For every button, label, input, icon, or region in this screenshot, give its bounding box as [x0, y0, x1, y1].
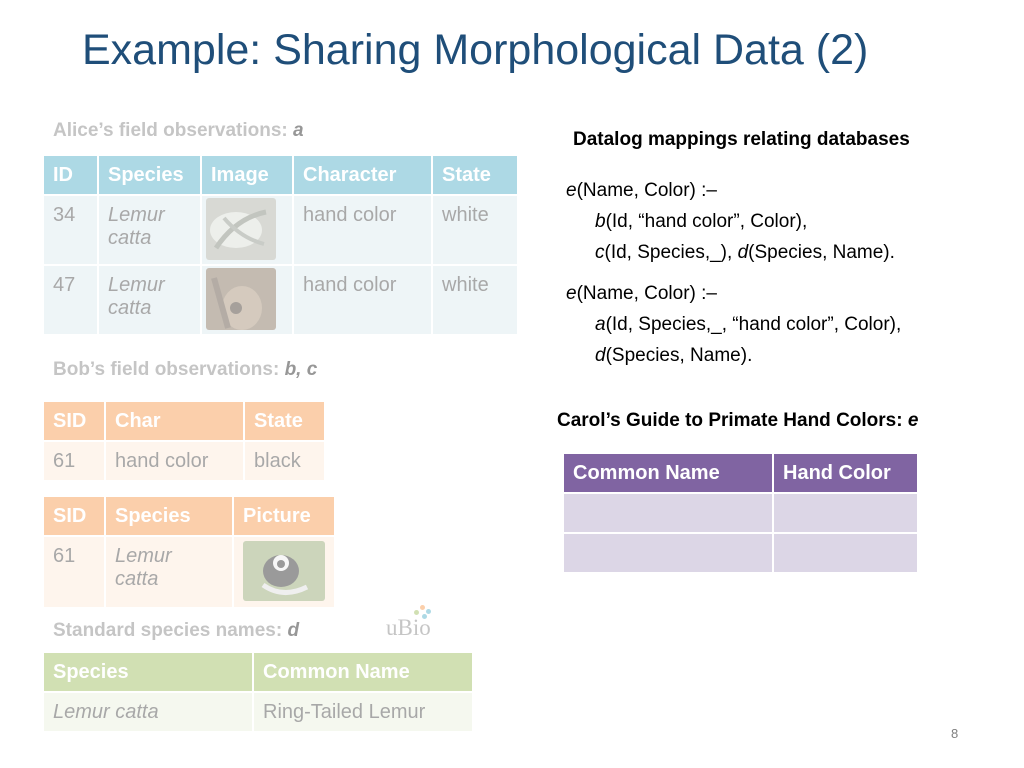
cell-image: [201, 265, 293, 335]
col-species: Species: [43, 652, 253, 692]
col-sid: SID: [43, 401, 105, 441]
bob-table-b: [42, 400, 326, 482]
rule1-head: e(Name, Color) :–: [566, 180, 717, 201]
table-row: [43, 265, 518, 335]
datalog-rule-1: [566, 175, 895, 268]
table-row: [43, 195, 518, 265]
bob-label-text: Bob’s field observations:: [53, 359, 280, 380]
col-species: Species: [98, 155, 201, 195]
table-header-row: [43, 496, 335, 536]
alice-label-text: Alice’s field observations:: [53, 120, 288, 141]
cell-state: black: [244, 441, 325, 481]
cell-species: Lemur catta: [98, 265, 201, 335]
carol-label: [557, 410, 918, 432]
col-state: State: [432, 155, 518, 195]
ubio-logo: [386, 605, 446, 641]
rule2-body-2: d(Species, Name).: [595, 345, 753, 366]
col-picture: Picture: [233, 496, 335, 536]
slide-title: Example: Sharing Morphological Data (2): [82, 26, 869, 74]
cell-sid: 61: [43, 441, 105, 481]
alice-label: [53, 120, 304, 142]
bob-table-c: [42, 495, 336, 609]
table-row: [43, 536, 335, 608]
alice-table: [42, 154, 519, 336]
table-row: [563, 493, 918, 533]
cell-sid: 61: [43, 536, 105, 608]
ubio-logo-text: uBio: [386, 615, 431, 640]
col-character: Character: [293, 155, 432, 195]
bob-label: [53, 359, 317, 381]
lemur-photo-image: [206, 268, 276, 330]
cell-common-name: Ring-Tailed Lemur: [253, 692, 473, 732]
standard-table: [42, 651, 474, 733]
empty-cell: [563, 493, 773, 533]
table-row: [43, 441, 325, 481]
table-header-row: [563, 453, 918, 493]
rule1-body-1: b(Id, “hand color”, Color),: [595, 211, 808, 232]
rule2-body-1: a(Id, Species,_, “hand color”, Color),: [595, 314, 902, 335]
lemur-hand-image: [206, 198, 276, 260]
standard-label: [53, 620, 299, 642]
page-number: 8: [951, 726, 959, 741]
empty-cell: [563, 533, 773, 573]
empty-cell: [773, 533, 918, 573]
cell-species: Lemur catta: [98, 195, 201, 265]
cell-char: hand color: [105, 441, 244, 481]
col-id: ID: [43, 155, 98, 195]
cell-state: white: [432, 265, 518, 335]
cell-species: Lemur catta: [105, 536, 233, 608]
cell-state: white: [432, 195, 518, 265]
bob-vars: b, c: [284, 359, 318, 380]
col-sid: SID: [43, 496, 105, 536]
rule2-head: e(Name, Color) :–: [566, 283, 717, 304]
standard-var: d: [287, 620, 300, 641]
table-header-row: [43, 401, 325, 441]
carol-var: e: [907, 410, 919, 431]
cell-species: Lemur catta: [43, 692, 253, 732]
col-image: Image: [201, 155, 293, 195]
col-hand-color: Hand Color: [773, 453, 918, 493]
table-header-row: [43, 652, 473, 692]
cell-character: hand color: [293, 265, 432, 335]
cell-picture: [233, 536, 335, 608]
carol-table: [562, 452, 919, 574]
table-row: [43, 692, 473, 732]
cell-character: hand color: [293, 195, 432, 265]
rule1-body-2: c(Id, Species,_), d(Species, Name).: [595, 242, 895, 263]
datalog-rule-2: [566, 278, 901, 371]
cell-id: 34: [43, 195, 98, 265]
cell-id: 47: [43, 265, 98, 335]
standard-label-text: Standard species names:: [53, 620, 283, 641]
carol-label-text: Carol’s Guide to Primate Hand Colors:: [557, 410, 903, 431]
mappings-title: Datalog mappings relating databases: [573, 129, 910, 150]
col-common-name: Common Name: [253, 652, 473, 692]
alice-var: a: [293, 120, 304, 141]
col-char: Char: [105, 401, 244, 441]
table-row: [563, 533, 918, 573]
col-state: State: [244, 401, 325, 441]
lemur-picture-image: [243, 541, 325, 601]
col-common-name: Common Name: [563, 453, 773, 493]
empty-cell: [773, 493, 918, 533]
table-header-row: [43, 155, 518, 195]
col-species: Species: [105, 496, 233, 536]
cell-image: [201, 195, 293, 265]
